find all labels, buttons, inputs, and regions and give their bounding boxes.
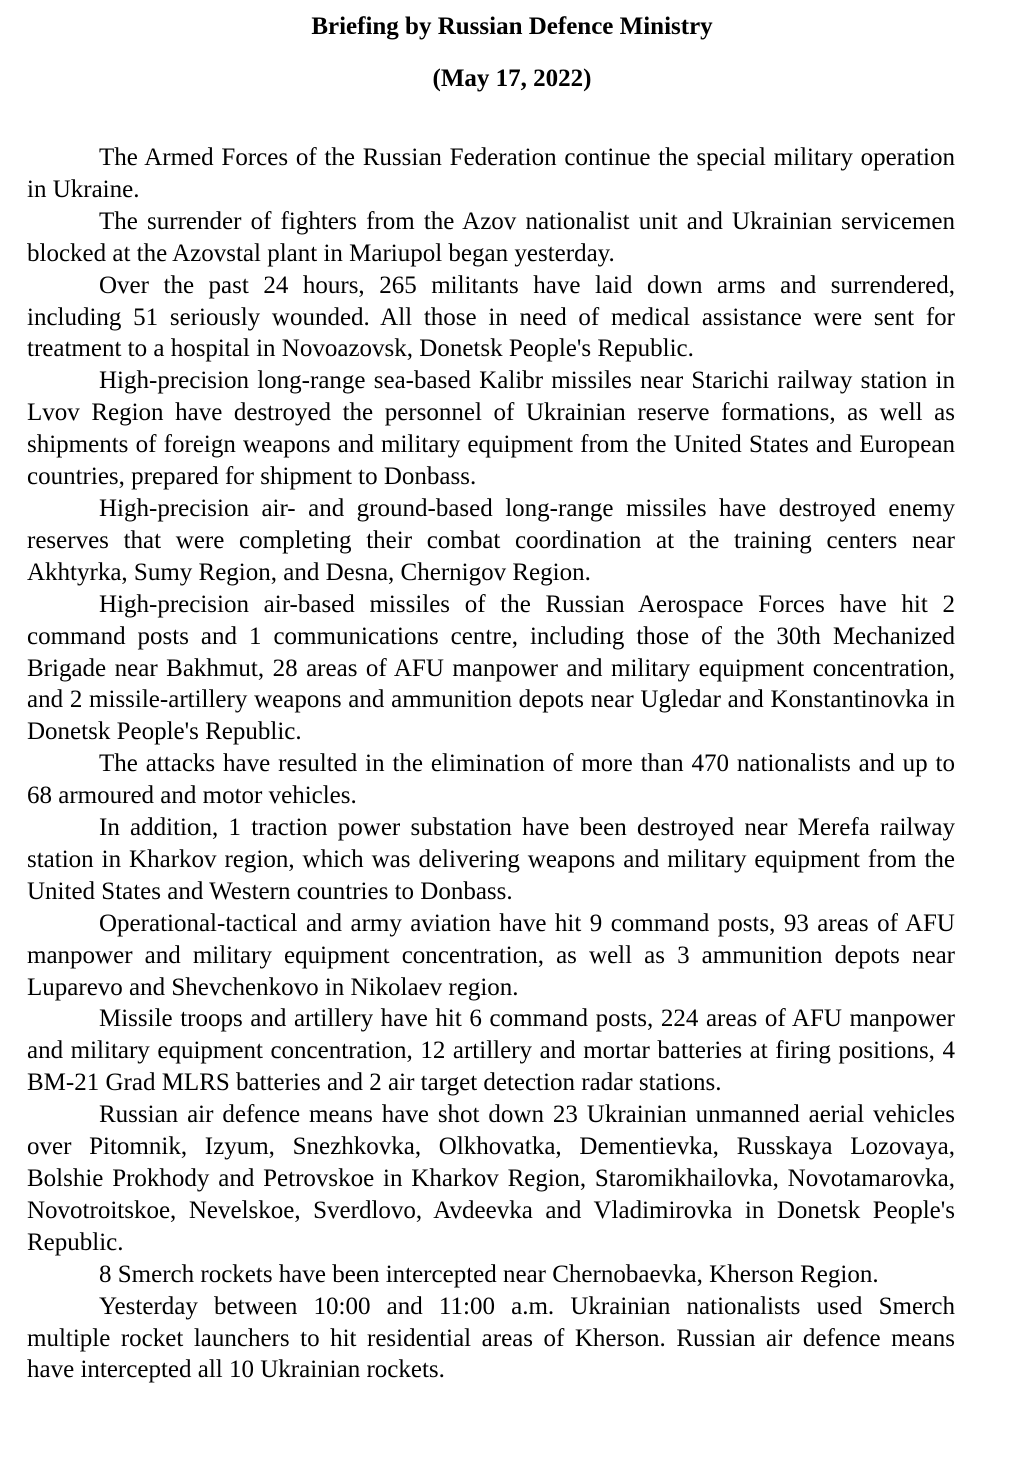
paragraph: Yesterday between 10:00 and 11:00 a.m. Ukrainian nationalists used Smerch multiple rocket launchers to hit residential areas of Kherson. Russian air defence means have intercepted all 10 Ukrainian rockets.	[27, 1292, 955, 1384]
document-body	[27, 142, 955, 1386]
paragraph: Russian air defence means have shot down 23 Ukrainian unmanned aerial vehicles over Pitomnik, Izyum, Snezhkovka, Olkhovatka, Dementievka, Russkaya Lozovaya, Bolshie Prokhody and Petrovskoe in Kharkov Region, Staromikhailovka, Novotamarovka, Novotroitskoe, Nevelskoe, Sverdlovo, Avdeevka and Vladimirovka in Donetsk People's Republic.	[27, 1101, 955, 1256]
document-date: (May 17, 2022)	[432, 65, 592, 92]
paragraph: High-precision long-range sea-based Kalibr missiles near Starichi railway station in Lvov Region have destroyed the personnel of Ukrainian reserve formations, as well as shipments of foreign weapons and military equipment from the United States and European countries, prepared for shipment to Donbass.	[27, 367, 955, 491]
paragraph: The attacks have resulted in the elimination of more than 470 nationalists and up to 68 armoured and motor vehicles.	[27, 750, 955, 810]
paragraph: The Armed Forces of the Russian Federation continue the special military operation in Ukraine.	[27, 144, 955, 203]
paragraph: Missile troops and artillery have hit 6 command posts, 224 areas of AFU manpower and military equipment concentration, 12 artillery and mortar batteries at firing positions, 4 BM-21 Grad MLRS batteries and 2 air target detection radar stations.	[27, 1005, 955, 1097]
document-title: Briefing by Russian Defence Ministry	[311, 13, 713, 40]
paragraph: 8 Smerch rockets have been intercepted near Chernobaevka, Kherson Region.	[99, 1260, 879, 1288]
paragraph: High-precision air- and ground-based long-range missiles have destroyed enemy reserves that were completing their combat coordination at the training centers near Akhtyrka, Sumy Region, and Desna, Chernigov Region.	[27, 494, 955, 586]
paragraph: Over the past 24 hours, 265 militants have laid down arms and surrendered, including 51 seriously wounded. All those in need of medical assistance were sent for treatment to a hospital in Novoazovsk, Donetsk People's Republic.	[27, 271, 955, 363]
paragraph: The surrender of fighters from the Azov nationalist unit and Ukrainian servicemen blocked at the Azovstal plant in Mariupol began yesterday.	[27, 207, 955, 267]
paragraph: In addition, 1 traction power substation have been destroyed near Merefa railway station in Kharkov region, which was delivering weapons and military equipment from the United States and Western countries to Donbass.	[27, 814, 955, 905]
paragraph: High-precision air-based missiles of the Russian Aerospace Forces have hit 2 command posts and 1 communications centre, including those of the 30th Mechanized Brigade near Bakhmut, 28 areas of AFU manpower and military equipment concentration, and 2 missile-artillery weapons and ammunition depots near Ugledar and Konstantinovka in Donetsk People's Republic.	[27, 590, 955, 746]
paragraph: Operational-tactical and army aviation have hit 9 command posts, 93 areas of AFU manpower and military equipment concentration, as well as 3 ammunition depots near Luparevo and Shevchenkovo in Nikolaev region.	[27, 909, 955, 1001]
